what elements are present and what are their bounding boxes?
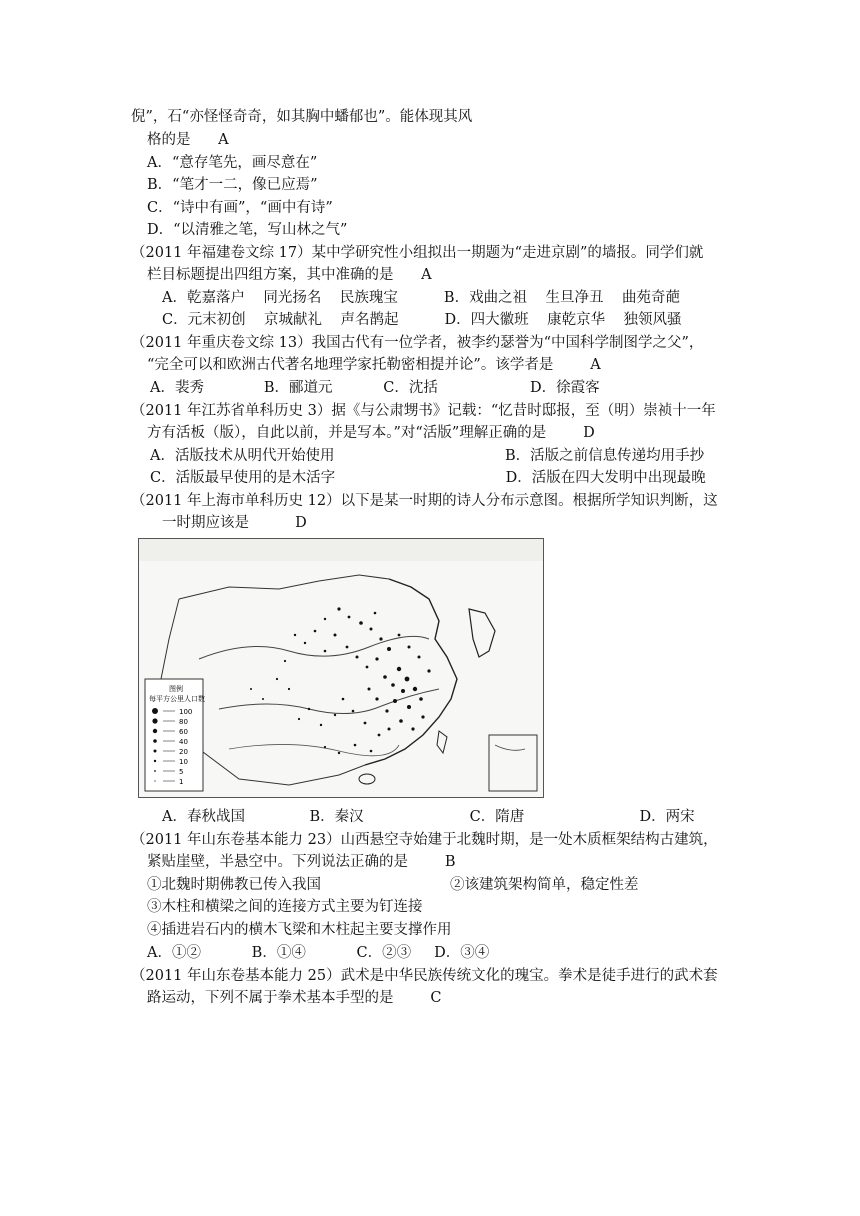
statement-line: ④插进岩石内的横木飞梁和木柱起主要支撑作用 — [147, 922, 452, 938]
statement-line: ③木柱和横梁之间的连接方式主要为钉连接 — [147, 899, 423, 915]
question-stem: 路运动，下列不属于拳术基本手型的是 C — [147, 990, 442, 1006]
option-line: D．“以清雅之笔，写山林之气” — [147, 222, 348, 238]
option-line: A．裴秀 B．郦道元 C．沈括 D．徐霞客 — [150, 380, 600, 396]
option-line: C．“诗中有画”，“画中有诗” — [147, 200, 333, 216]
option-line: A．活版技术从明代开始使用 B．活版之前信息传递均用手抄 — [150, 448, 705, 464]
question-stem: “完全可以和欧洲古代著名地理学家托勒密相提并论”。该学者是 A — [147, 357, 601, 373]
question-stem: 方有活板（版），自此以前，并是写本。”对“活版”理解正确的是 D — [147, 425, 595, 441]
poet-distribution-map — [138, 538, 544, 798]
option-line: C．活版最早使用的是木活字 D．活版在四大发明中出现最晚 — [150, 470, 706, 486]
question-stem: 紧贴崖壁，半悬空中。下列说法正确的是 B — [147, 854, 456, 870]
option-line: A．“意存笔先，画尽意在” — [147, 155, 318, 171]
legend-value: 10 — [179, 758, 188, 766]
question-stem: 栏目标题提出四组方案，其中准确的是 A — [147, 267, 432, 283]
legend-value: 100 — [179, 708, 193, 716]
option-line: A．春秋战国 B．秦汉 C．隋唐 D．两宋 — [162, 809, 695, 825]
question-stem: 一时期应该是 D — [162, 515, 307, 531]
question-stem: （2011 年山东卷基本能力 25）武术是中华民族传统文化的瑰宝。拳术是徒手进行的武术套 — [131, 968, 718, 984]
statement-line: ①北魏时期佛教已传入我国 ②该建筑架构简单，稳定性差 — [147, 877, 639, 893]
text-line: 格的是 A — [147, 132, 229, 148]
legend-value: 60 — [179, 728, 188, 736]
question-stem: （2011 年重庆卷文综 13）我国古代有一位学者，被李约瑟誉为“中国科学制图学之父”， — [131, 335, 704, 351]
option-line: A．乾嘉落户 同光扬名 民族瑰宝 B．戏曲之祖 生旦净丑 曲苑奇葩 — [162, 290, 680, 306]
legend-value: 40 — [179, 738, 188, 746]
legend-value: 20 — [179, 748, 188, 756]
legend-value: 5 — [179, 768, 184, 776]
legend-title: 图例 — [169, 685, 183, 693]
question-stem: （2011 年江苏省单科历史 3）据《与公肃甥书》记载：“忆昔时邸报，至（明）崇祯十一年 — [131, 403, 716, 419]
option-line: A．①② B．①④ C．②③ D．③④ — [147, 945, 490, 961]
map-figure — [139, 539, 543, 797]
question-stem: （2011 年山东卷基本能力 23）山西悬空寺始建于北魏时期，是一处木质框架结构古建筑， — [131, 832, 718, 848]
legend-subtitle: 每平方公里人口数 — [149, 695, 205, 703]
text-line: 倪”，石“亦怪怪奇奇，如其胸中蟠郁也”。能体现其风 — [131, 109, 473, 125]
option-line: B．“笔才一二，像已应焉” — [147, 177, 318, 193]
legend-value: 80 — [179, 718, 188, 726]
question-stem: （2011 年福建卷文综 17）某中学研究性小组拟出一期题为“走进京剧”的墙报。同学们就 — [131, 245, 704, 261]
question-stem: （2011 年上海市单科历史 12）以下是某一时期的诗人分布示意图。根据所学知识判断，这 — [131, 493, 718, 509]
option-line: C．元末初创 京城献礼 声名鹊起 D．四大徽班 康乾京华 独领风骚 — [162, 312, 682, 328]
legend-value: 1 — [179, 778, 184, 786]
